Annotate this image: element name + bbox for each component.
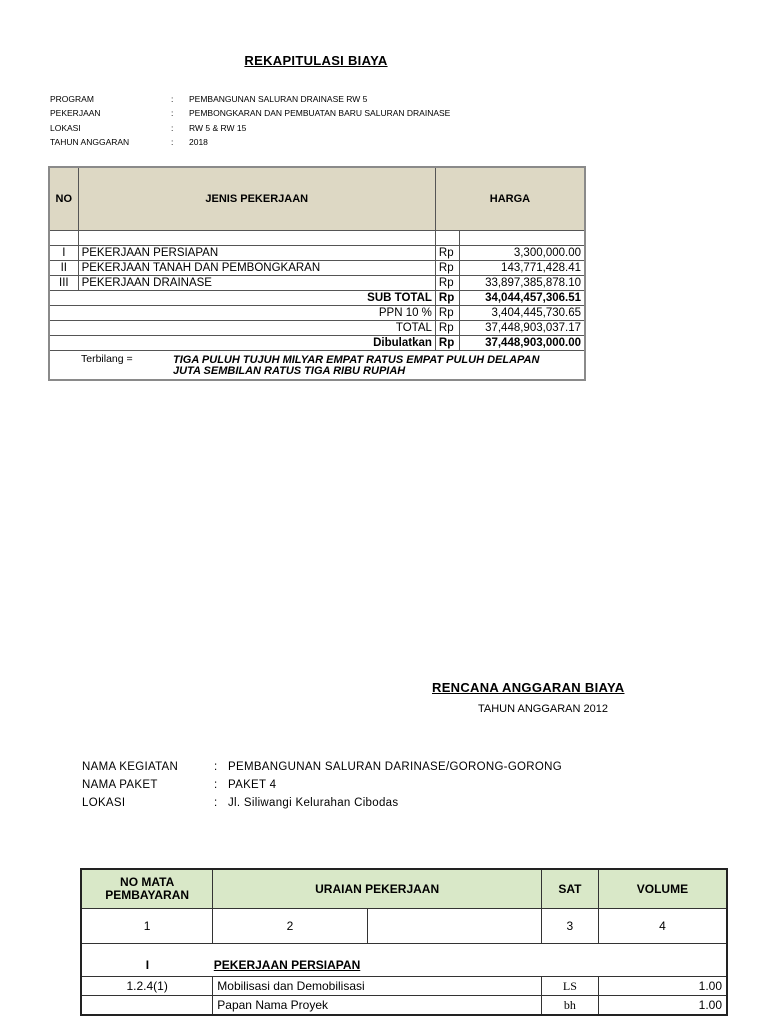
header-no-mata	[81, 869, 213, 909]
info-colon: :	[214, 779, 218, 791]
header-no-mata-line-2: PEMBAYARAN	[105, 888, 190, 902]
table-row	[81, 996, 727, 1016]
spacer-row	[49, 231, 585, 246]
header-uraian: URAIAN PEKERJAAN	[213, 869, 542, 909]
terbilang-row	[49, 351, 585, 381]
rab-info-lokasi	[0, 794, 700, 812]
rab-year: TAHUN ANGGARAN 2012	[477, 703, 608, 715]
terbilang-line-1: TIGA PULUH TUJUH MILYAR EMPAT RATUS EMPAT PULUH DELAPAN	[173, 354, 540, 366]
dibulatkan-row	[49, 336, 585, 351]
table-row	[49, 246, 585, 261]
total-label: TOTAL	[49, 321, 435, 336]
row-amount: 3,300,000.00	[460, 246, 586, 261]
rab-title: RENCANA ANGGARAN BIAYA	[432, 680, 625, 695]
total-amount: 37,448,903,037.17	[460, 321, 586, 336]
gap-row	[81, 944, 727, 955]
terbilang-line-2: JUTA SEMBILAN RATUS TIGA RIBU RUPIAH	[173, 365, 406, 377]
spacer-cell	[78, 231, 435, 246]
row-rp: Rp	[435, 276, 459, 291]
rekap-info-lokasi	[0, 121, 632, 135]
table-row	[81, 977, 727, 996]
rab-info-paket	[0, 776, 700, 794]
header-volume: VOLUME	[598, 869, 727, 909]
rab-info-kegiatan	[0, 758, 700, 776]
row-amount: 33,897,385,878.10	[460, 276, 586, 291]
col-number: 3	[541, 909, 598, 944]
subtotal-label: SUB TOTAL	[49, 291, 435, 306]
terbilang-label: Terbilang =	[81, 353, 133, 365]
info-value: Jl. Siliwangi Kelurahan Cibodas	[228, 797, 399, 809]
rab-info	[0, 758, 700, 812]
row-amount: 143,771,428.41	[460, 261, 586, 276]
info-label: PEKERJAAN	[50, 108, 101, 119]
info-value: 2018	[189, 136, 208, 147]
item-no	[81, 996, 213, 1016]
subtotal-row	[49, 291, 585, 306]
row-no: III	[49, 276, 78, 291]
row-no: I	[49, 246, 78, 261]
item-volume: 1.00	[598, 977, 727, 996]
item-uraian: Mobilisasi dan Demobilisasi	[213, 977, 542, 996]
subtotal-amount: 34,044,457,306.51	[460, 291, 586, 306]
info-value: PAKET 4	[228, 779, 277, 791]
info-colon: :	[171, 108, 174, 119]
info-colon: :	[171, 136, 174, 147]
rekap-table	[48, 166, 586, 381]
info-label: TAHUN ANGGARAN	[50, 136, 130, 147]
col-number: 1	[81, 909, 213, 944]
section-title: PEKERJAAN PERSIAPAN	[213, 954, 727, 977]
dibulatkan-label: Dibulatkan	[49, 336, 435, 351]
rekap-info-tahun	[0, 135, 632, 149]
spacer-cell	[435, 231, 459, 246]
item-sat: LS	[541, 977, 598, 996]
total-rp: Rp	[435, 321, 459, 336]
ppn-row	[49, 306, 585, 321]
column-number-row	[81, 909, 727, 944]
row-jenis: PEKERJAAN PERSIAPAN	[78, 246, 435, 261]
item-volume: 1.00	[598, 996, 727, 1016]
info-label: LOKASI	[82, 797, 126, 809]
header-harga: HARGA	[435, 167, 585, 231]
gap-cell	[81, 944, 727, 955]
info-label: NAMA PAKET	[82, 779, 158, 791]
terbilang-words	[173, 352, 583, 377]
table-row	[49, 261, 585, 276]
section-row	[81, 954, 727, 977]
row-rp: Rp	[435, 246, 459, 261]
info-label: LOKASI	[50, 122, 81, 133]
header-no: NO	[49, 167, 78, 231]
table-row	[49, 276, 585, 291]
row-rp: Rp	[435, 261, 459, 276]
header-no-mata-line-1: NO MATA	[120, 875, 175, 889]
rekap-info-program	[0, 92, 632, 106]
info-colon: :	[214, 797, 218, 809]
info-colon: :	[171, 122, 174, 133]
info-value: PEMBONGKARAN DAN PEMBUATAN BARU SALURAN DRAINASE	[189, 108, 451, 119]
total-row	[49, 321, 585, 336]
dibulatkan-rp: Rp	[435, 336, 459, 351]
info-colon: :	[171, 94, 174, 104]
terbilang-cell	[49, 351, 585, 381]
header-sat: SAT	[541, 869, 598, 909]
info-colon: :	[214, 761, 218, 773]
subtotal-rp: Rp	[435, 291, 459, 306]
info-value: PEMBANGUNAN SALURAN DRAINASE RW 5	[189, 94, 368, 104]
item-no: 1.2.4(1)	[81, 977, 213, 996]
info-label: PROGRAM	[50, 94, 94, 104]
spacer-cell	[460, 231, 586, 246]
rekap-header-row	[49, 167, 585, 231]
ppn-amount: 3,404,445,730.65	[460, 306, 586, 321]
rekap-title: REKAPITULASI BIAYA	[244, 53, 388, 68]
info-value: PEMBANGUNAN SALURAN DARINASE/GORONG-GORONG	[228, 761, 563, 773]
rekap-info-pekerjaan	[0, 106, 632, 120]
spacer-cell	[49, 231, 78, 246]
section-no: I	[81, 954, 213, 977]
col-number: 2	[213, 909, 367, 944]
dibulatkan-amount: 37,448,903,000.00	[460, 336, 586, 351]
item-uraian: Papan Nama Proyek	[213, 996, 542, 1016]
row-jenis: PEKERJAAN TANAH DAN PEMBONGKARAN	[78, 261, 435, 276]
header-jenis: JENIS PEKERJAAN	[78, 167, 435, 231]
info-value: RW 5 & RW 15	[189, 122, 247, 133]
rab-header-row	[81, 869, 727, 909]
col-number: 4	[598, 909, 727, 944]
ppn-label: PPN 10 %	[49, 306, 435, 321]
ppn-rp: Rp	[435, 306, 459, 321]
rab-table	[80, 868, 728, 1016]
item-sat: bh	[541, 996, 598, 1016]
row-jenis: PEKERJAAN DRAINASE	[78, 276, 435, 291]
info-label: NAMA KEGIATAN	[82, 761, 179, 773]
rekap-info	[0, 92, 632, 150]
row-no: II	[49, 261, 78, 276]
col-number-empty	[367, 909, 541, 944]
